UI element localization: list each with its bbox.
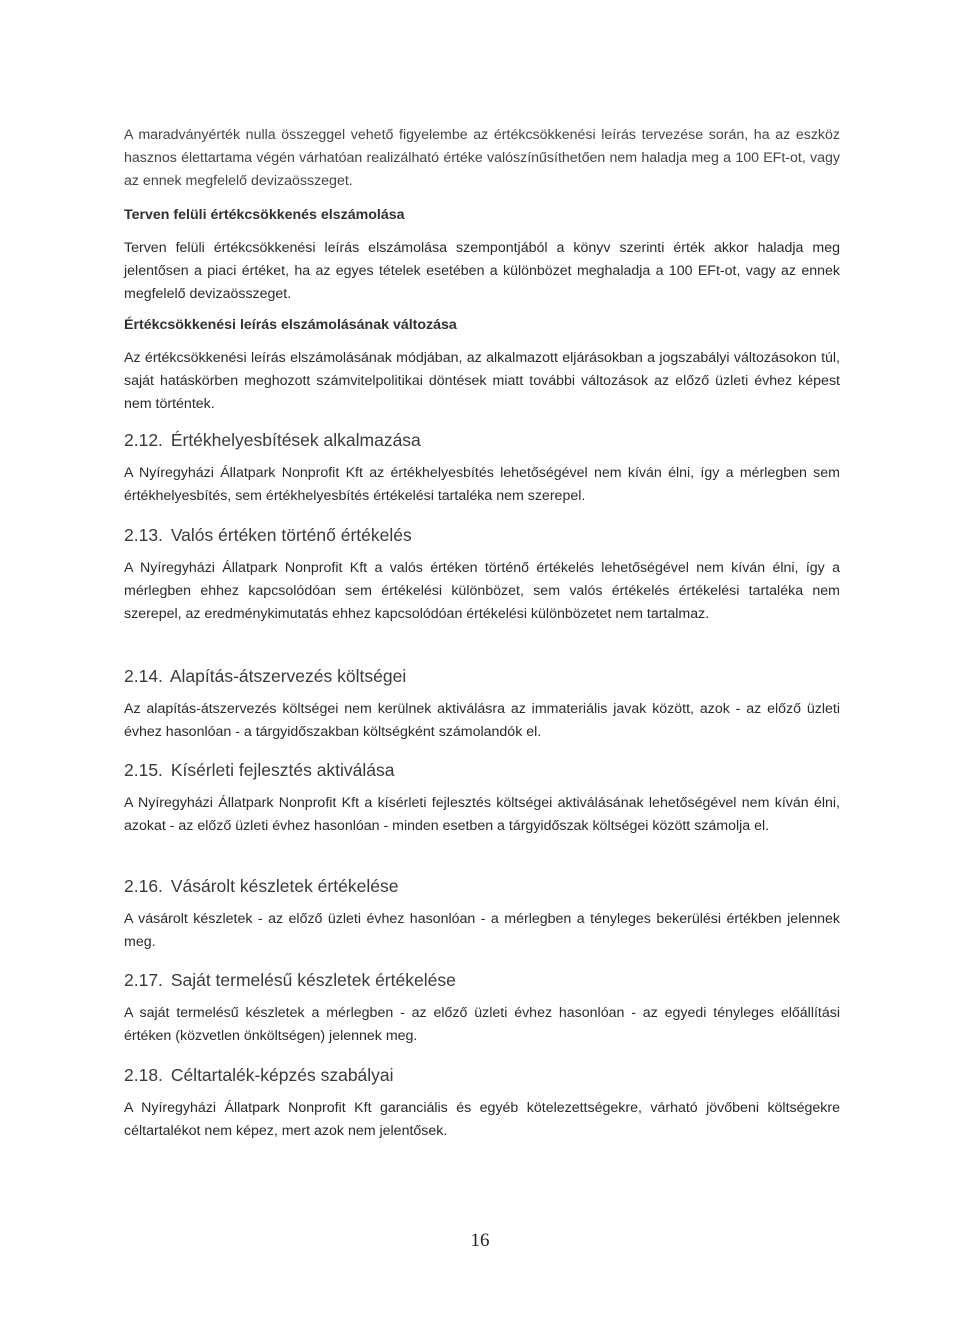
section-title [124, 1063, 840, 1087]
section-heading: Értékcsökkenési leírás elszámolásának változása [124, 317, 457, 333]
section-2-16 [124, 874, 840, 954]
page-number: 16 [470, 1230, 490, 1251]
section-text: Az értékcsökkenési leírás elszámolásának módjában, az alkalmazott eljárásokban a jogszabályi változásokon túl, saját hatáskörben meghozott számvitelpolitikai döntések miatt további változások az előző üzleti évhez képest nem történtek. [124, 350, 840, 412]
section-title-text: Vásárolt készletek értékelése [170, 876, 399, 896]
section-title [124, 664, 840, 688]
section-text: A saját termelésű készletek a mérlegben - az előző üzleti évhez hasonlóan - az egyedi tényleges előállítási értéken (közvetlen önköltségen) jelennek meg. [124, 1005, 840, 1044]
section-2-13 [124, 523, 840, 626]
section-title-text: Kísérleti fejlesztés aktiválása [170, 760, 395, 780]
section-text: A Nyíregyházi Állatpark Nonprofit Kft a valós értéken történő értékelés lehetőségével nem kíván élni, így a mérlegben ehhez kapcsolódóan sem értékelési különbözet, sem valós értékelés értékelési tartaléka nem szerepel, az eredménykimutatás ehhez kapcsolódóan értékelési különbözetet nem tartalmaz. [124, 560, 840, 622]
section-number: 2.12. [124, 430, 163, 450]
section-text: Terven felüli értékcsökkenési leírás elszámolása szempontjából a könyv szerinti érték akkor haladja meg jelentősen a piaci értéket, ha az egyes tételek esetében a különbözet meghaladja a 100 EFt-ot, vagy az ennek megfelelő devizaösszeget. [124, 240, 840, 302]
section-terven [124, 204, 840, 306]
section-title-text: Saját termelésű készletek értékelése [170, 970, 456, 990]
section-title-text: Céltartalék-képzés szabályai [170, 1065, 394, 1085]
section-title [124, 523, 840, 547]
section-title [124, 428, 840, 452]
section-title [124, 874, 840, 898]
section-text: A Nyíregyházi Állatpark Nonprofit Kft garanciális és egyéb kötelezettségekre, várható jövőbeni költségekre céltartalékot nem képez, mert azok nem jelentősek. [124, 1100, 840, 1139]
section-number: 2.17. [124, 970, 163, 990]
section-text: A Nyíregyházi Állatpark Nonprofit Kft az értékhelyesbítés lehetőségével nem kíván élni, így a mérlegben sem értékhelyesbítés, sem értékhelyesbítés értékelési tartaléka nem szerepel. [124, 465, 840, 504]
section-2-17 [124, 968, 840, 1048]
section-2-12 [124, 428, 840, 508]
section-2-18 [124, 1063, 840, 1143]
section-2-15 [124, 758, 840, 838]
section-number: 2.15. [124, 760, 163, 780]
section-text: A Nyíregyházi Állatpark Nonprofit Kft a kísérleti fejlesztés költségei aktiválásának lehetőségével nem kíván élni, azokat - az előző üzleti évhez hasonlóan - minden esetben a tárgyidőszak költségei között számolja el. [124, 795, 840, 834]
section-title [124, 968, 840, 992]
section-number: 2.18. [124, 1065, 163, 1085]
section-title-text: Valós értéken történő értékelés [170, 525, 412, 545]
section-number: 2.13. [124, 525, 163, 545]
section-heading: Terven felüli értékcsökkenés elszámolása [124, 207, 405, 223]
section-title [124, 758, 840, 782]
section-2-14 [124, 664, 840, 744]
section-valtozas [124, 314, 840, 416]
section-text: A vásárolt készletek - az előző üzleti évhez hasonlóan - a mérlegben a tényleges bekerülési értékben jelennek meg. [124, 911, 840, 950]
section-number: 2.14. [124, 666, 163, 686]
section-title-text: Értékhelyesbítések alkalmazása [170, 430, 421, 450]
section-title-text: Alapítás-átszervezés költségei [169, 666, 407, 686]
section-text: Az alapítás-átszervezés költségei nem kerülnek aktiválásra az immateriális javak között, azok - az előző üzleti évhez hasonlóan - a tárgyidőszakban költségként számolandók el. [124, 701, 840, 740]
section-number: 2.16. [124, 876, 163, 896]
intro-paragraph: A maradványérték nulla összeggel vehető figyelembe az értékcsökkenési leírás tervezése során, ha az eszköz hasznos élettartama végén várhatóan realizálható értéke valószínűsíthetően nem haladja meg a 100 EFt-ot, vagy az ennek megfelelő devizaösszeget. [124, 127, 840, 189]
